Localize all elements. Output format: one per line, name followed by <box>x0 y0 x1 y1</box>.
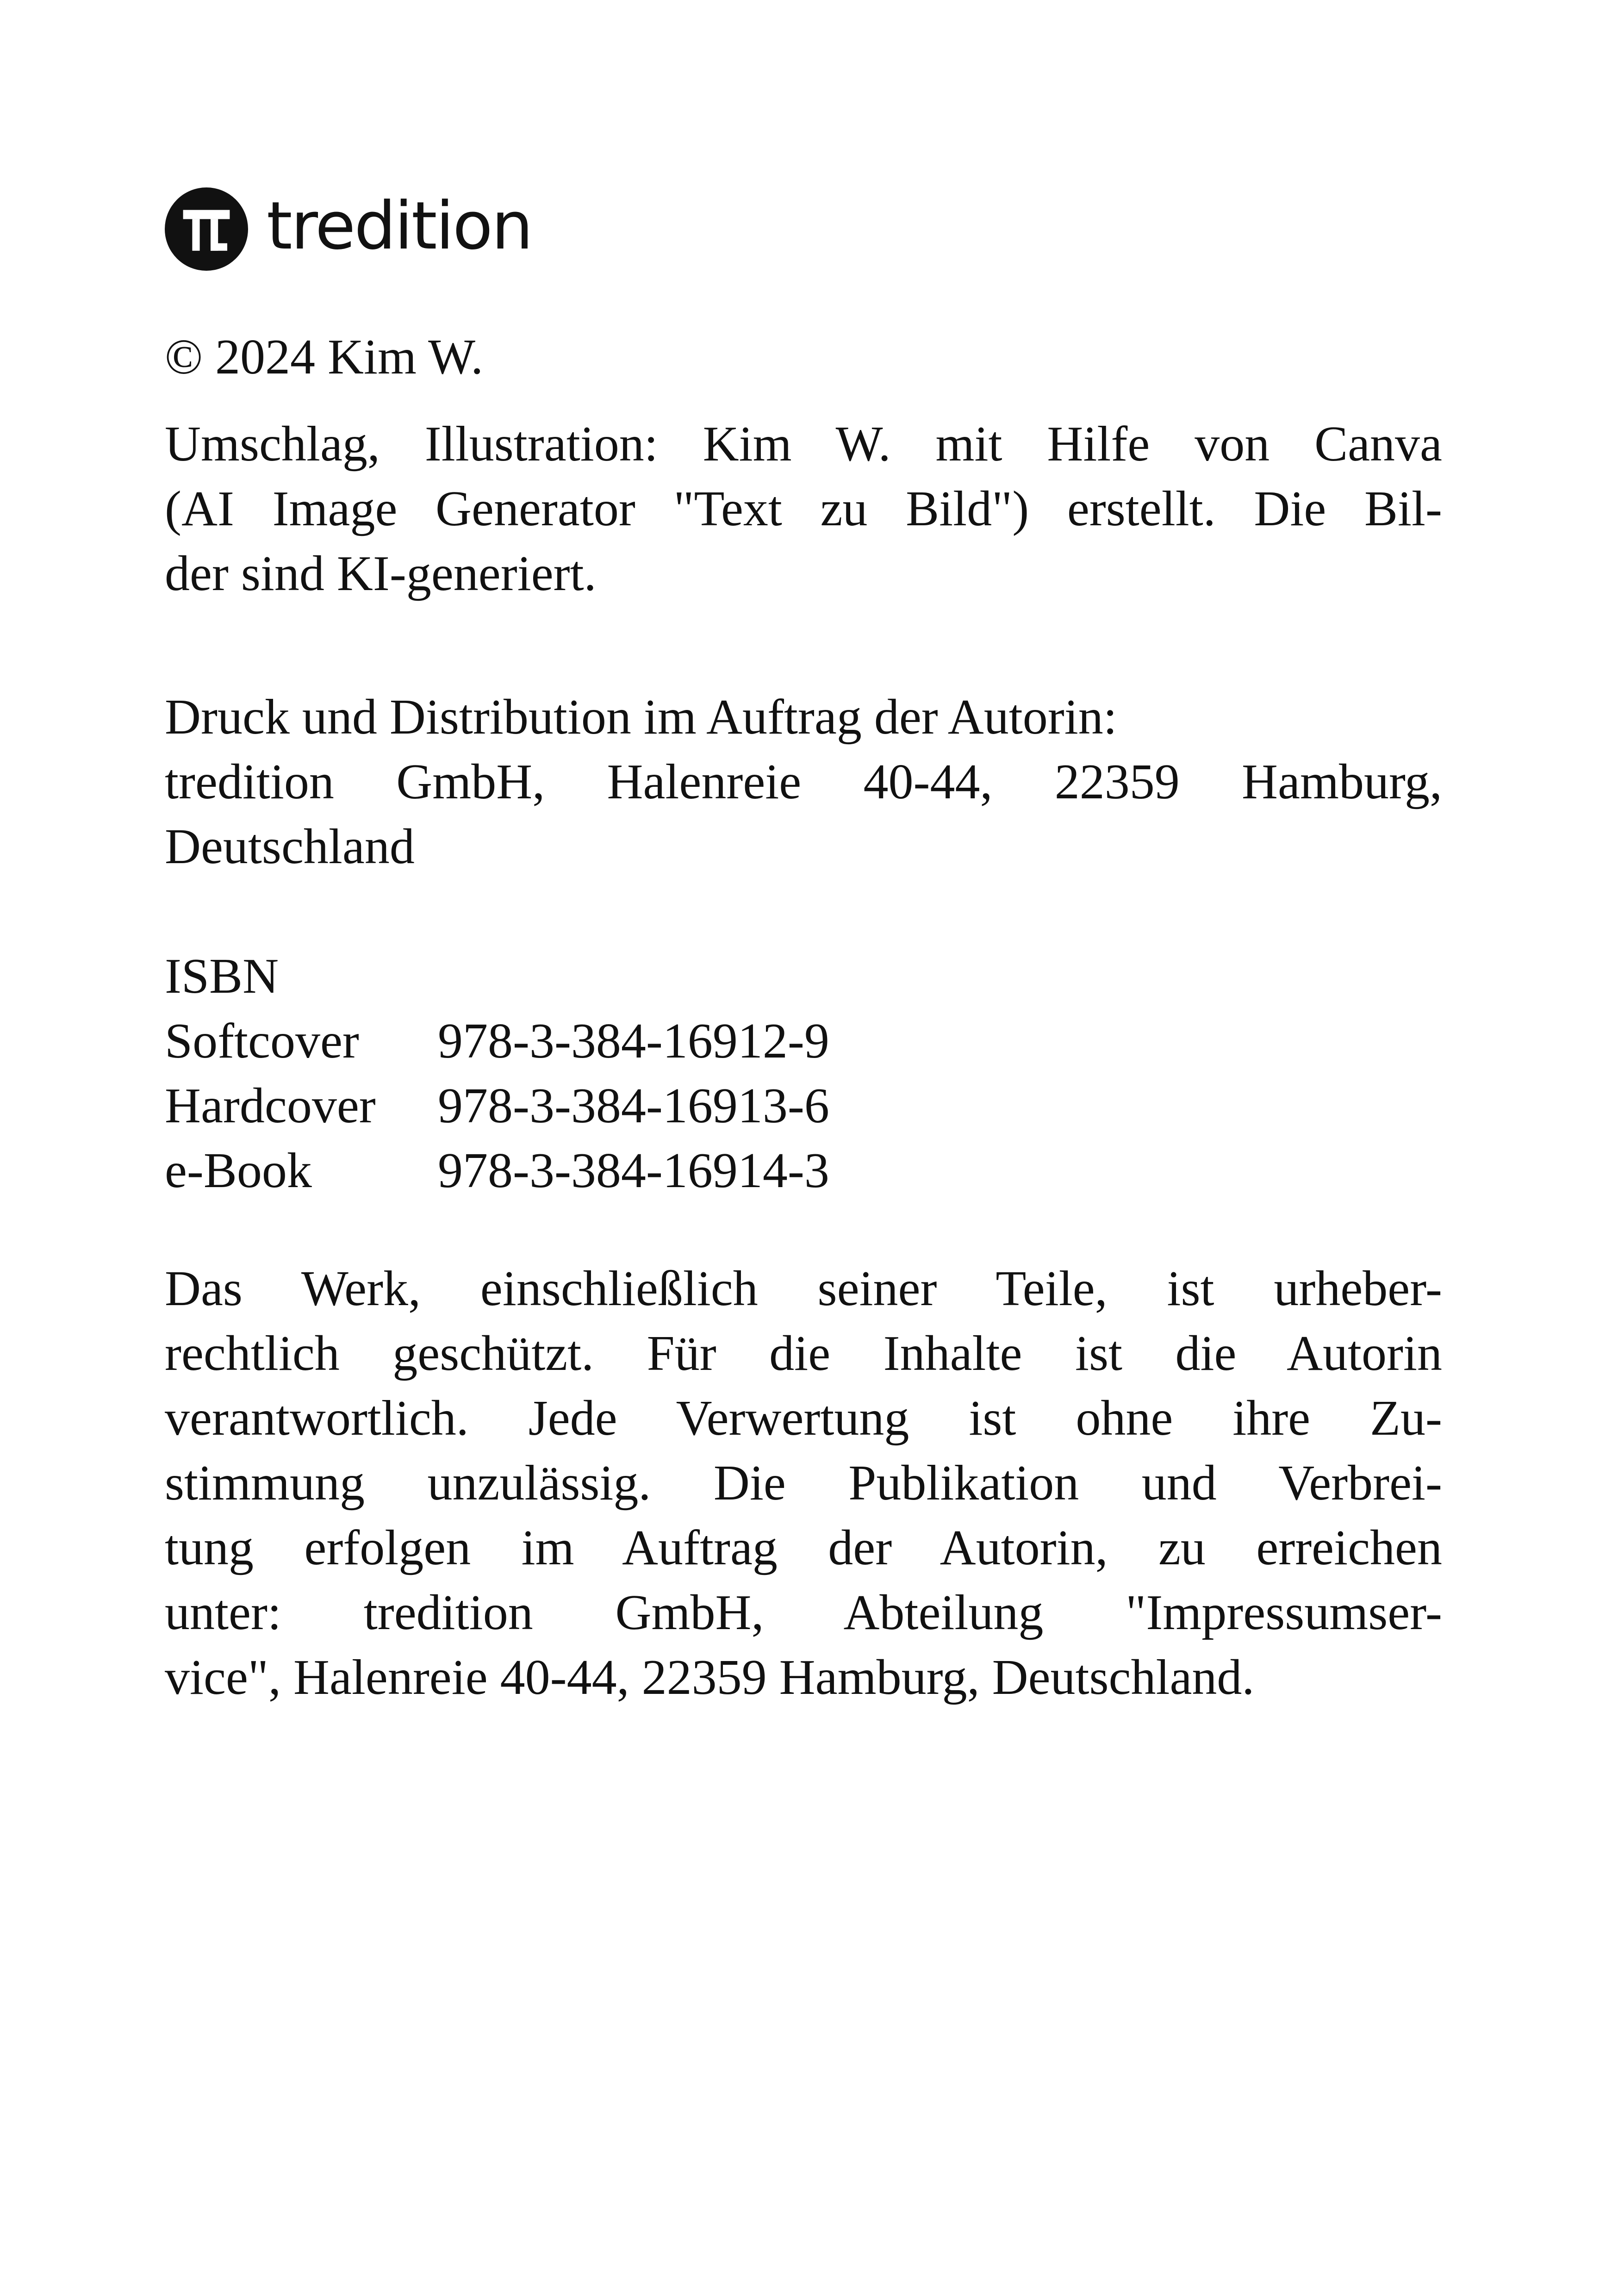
distribution-line: tredition GmbH, Halenreie 40-44, 22359 Hamburg, <box>165 754 1442 809</box>
imprint-page <box>165 0 1442 2296</box>
isbn-row <box>165 1139 1442 1203</box>
legal-notice-line: rechtlich geschützt. Für die Inhalte ist die Autorin <box>165 1326 1442 1381</box>
isbn-row <box>165 1009 1442 1074</box>
publisher-logo <box>165 187 532 271</box>
isbn-format: Hardcover <box>165 1078 376 1133</box>
isbn-block <box>165 944 1442 1203</box>
cover-credit <box>165 412 1442 606</box>
isbn-format: Softcover <box>165 1014 359 1069</box>
copyright-line: © 2024 Kim W. <box>165 330 484 385</box>
legal-notice-line: Das Werk, einschließlich seiner Teile, ist urheber- <box>165 1261 1442 1316</box>
legal-notice-line: unter: tredition GmbH, Abteilung "Impressumser- <box>165 1585 1442 1640</box>
isbn-number: 978-3-384-16912-9 <box>438 1014 829 1069</box>
distribution-notice <box>165 685 1442 879</box>
publisher-logo-text: tredition <box>267 188 532 264</box>
isbn-heading: ISBN <box>165 949 279 1004</box>
distribution-line: Deutschland <box>165 819 415 874</box>
isbn-format: e-Book <box>165 1143 312 1198</box>
distribution-line: Druck und Distribution im Auftrag der Autorin: <box>165 690 1117 745</box>
isbn-row <box>165 1074 1442 1139</box>
isbn-number: 978-3-384-16914-3 <box>438 1143 829 1198</box>
legal-notice-line: vice", Halenreie 40-44, 22359 Hamburg, Deutschland. <box>165 1650 1255 1705</box>
cover-credit-line: (AI Image Generator "Text zu Bild") erstellt. Die Bil- <box>165 481 1442 536</box>
legal-notice-line: tung erfolgen im Auftrag der Autorin, zu erreichen <box>165 1520 1442 1575</box>
cover-credit-line: Umschlag, Illustration: Kim W. mit Hilfe von Canva <box>165 417 1442 472</box>
legal-notice-line: verantwortlich. Jede Verwertung ist ohne ihre Zu- <box>165 1391 1442 1446</box>
cover-credit-line: der sind KI-generiert. <box>165 546 597 601</box>
legal-notice-line: stimmung unzulässig. Die Publikation und Verbrei- <box>165 1456 1442 1511</box>
tredition-t-icon <box>165 187 248 271</box>
isbn-number: 978-3-384-16913-6 <box>438 1078 829 1133</box>
legal-notice <box>165 1257 1442 1710</box>
